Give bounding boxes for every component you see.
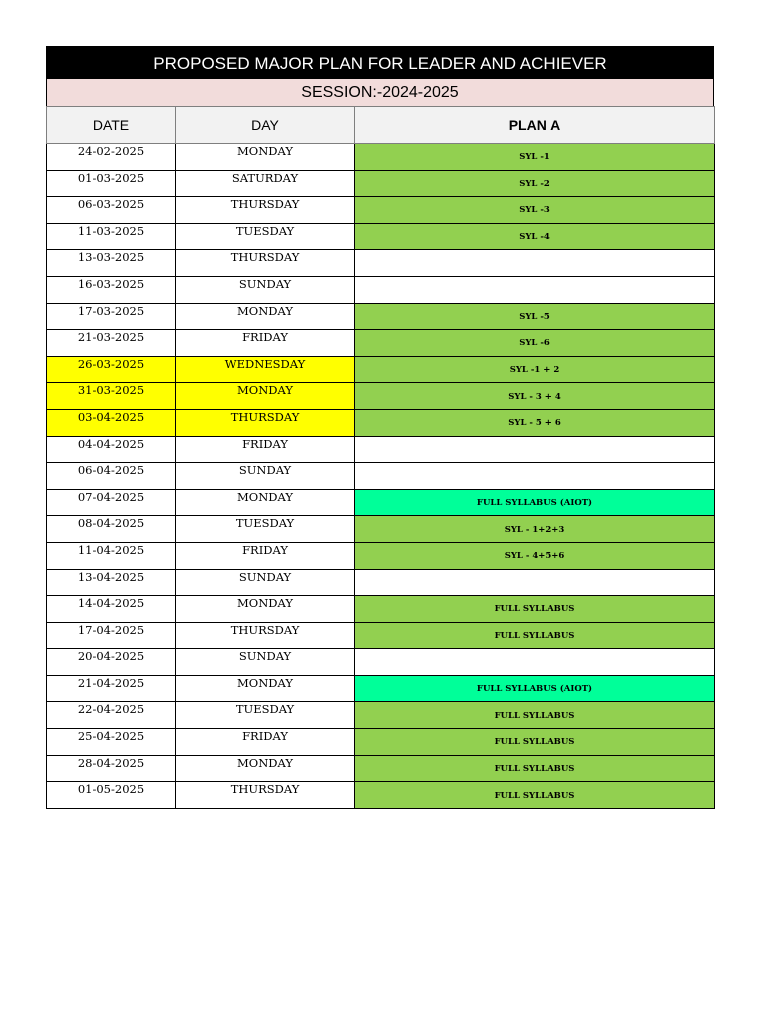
plan-cell: SYL -1 + 2 — [355, 356, 715, 383]
table-row — [47, 170, 715, 197]
date-cell: 13-04-2025 — [47, 569, 176, 596]
table-row — [47, 755, 715, 782]
plan-cell: FULL SYLLABUS — [355, 729, 715, 756]
date-cell: 11-04-2025 — [47, 542, 176, 569]
date-cell: 13-03-2025 — [47, 250, 176, 277]
table-row — [47, 782, 715, 809]
table-row — [47, 596, 715, 623]
day-cell: SUNDAY — [176, 649, 355, 676]
plan-cell: FULL SYLLABUS — [355, 782, 715, 809]
plan-cell — [355, 569, 715, 596]
plan-cell: SYL -6 — [355, 330, 715, 357]
table-row — [47, 356, 715, 383]
day-cell: THURSDAY — [176, 250, 355, 277]
table-row — [47, 436, 715, 463]
table-row — [47, 276, 715, 303]
plan-cell — [355, 463, 715, 490]
date-cell: 20-04-2025 — [47, 649, 176, 676]
day-cell: MONDAY — [176, 383, 355, 410]
table-row — [47, 197, 715, 224]
day-cell: TUESDAY — [176, 702, 355, 729]
plan-cell: SYL -3 — [355, 197, 715, 224]
plan-cell — [355, 649, 715, 676]
day-cell: MONDAY — [176, 303, 355, 330]
day-cell: SUNDAY — [176, 276, 355, 303]
plan-cell: FULL SYLLABUS (AIOT) — [355, 675, 715, 702]
plan-cell — [355, 436, 715, 463]
date-cell: 24-02-2025 — [47, 144, 176, 171]
table-row — [47, 542, 715, 569]
date-cell: 11-03-2025 — [47, 223, 176, 250]
date-cell: 17-04-2025 — [47, 622, 176, 649]
date-cell: 31-03-2025 — [47, 383, 176, 410]
day-cell: MONDAY — [176, 144, 355, 171]
table-row — [47, 675, 715, 702]
date-cell: 04-04-2025 — [47, 436, 176, 463]
day-cell: MONDAY — [176, 755, 355, 782]
plan-cell — [355, 276, 715, 303]
table-row — [47, 223, 715, 250]
table-body — [47, 144, 715, 809]
plan-column-header: PLAN A — [355, 107, 715, 144]
date-cell: 26-03-2025 — [47, 356, 176, 383]
date-cell: 17-03-2025 — [47, 303, 176, 330]
day-cell: THURSDAY — [176, 197, 355, 224]
day-cell: FRIDAY — [176, 330, 355, 357]
table-row — [47, 729, 715, 756]
page-title: PROPOSED MAJOR PLAN FOR LEADER AND ACHIEVER — [46, 46, 714, 79]
day-cell: MONDAY — [176, 489, 355, 516]
table-row — [47, 144, 715, 171]
day-cell: THURSDAY — [176, 409, 355, 436]
day-cell: FRIDAY — [176, 542, 355, 569]
day-cell: THURSDAY — [176, 622, 355, 649]
date-cell: 21-04-2025 — [47, 675, 176, 702]
date-cell: 22-04-2025 — [47, 702, 176, 729]
table-row — [47, 516, 715, 543]
date-cell: 06-04-2025 — [47, 463, 176, 490]
schedule-table — [46, 106, 715, 809]
plan-cell: FULL SYLLABUS — [355, 702, 715, 729]
date-cell: 25-04-2025 — [47, 729, 176, 756]
day-cell: SATURDAY — [176, 170, 355, 197]
table-row — [47, 702, 715, 729]
session-label: SESSION:-2024-2025 — [46, 79, 714, 106]
day-cell: MONDAY — [176, 596, 355, 623]
date-cell: 03-04-2025 — [47, 409, 176, 436]
table-row — [47, 330, 715, 357]
schedule-sheet — [46, 46, 714, 809]
plan-cell: SYL -2 — [355, 170, 715, 197]
plan-cell: FULL SYLLABUS (AIOT) — [355, 489, 715, 516]
table-row — [47, 250, 715, 277]
plan-cell: SYL - 1+2+3 — [355, 516, 715, 543]
date-cell: 28-04-2025 — [47, 755, 176, 782]
day-cell: THURSDAY — [176, 782, 355, 809]
table-row — [47, 569, 715, 596]
date-cell: 08-04-2025 — [47, 516, 176, 543]
date-cell: 01-03-2025 — [47, 170, 176, 197]
table-row — [47, 489, 715, 516]
plan-cell: FULL SYLLABUS — [355, 622, 715, 649]
day-column-header: DAY — [176, 107, 355, 144]
table-row — [47, 649, 715, 676]
date-cell: 16-03-2025 — [47, 276, 176, 303]
day-cell: FRIDAY — [176, 436, 355, 463]
table-row — [47, 383, 715, 410]
day-cell: WEDNESDAY — [176, 356, 355, 383]
plan-cell — [355, 250, 715, 277]
plan-cell: SYL - 5 + 6 — [355, 409, 715, 436]
day-cell: MONDAY — [176, 675, 355, 702]
day-cell: FRIDAY — [176, 729, 355, 756]
date-cell: 21-03-2025 — [47, 330, 176, 357]
day-cell: TUESDAY — [176, 516, 355, 543]
date-cell: 14-04-2025 — [47, 596, 176, 623]
plan-cell: SYL -4 — [355, 223, 715, 250]
table-row — [47, 409, 715, 436]
day-cell: SUNDAY — [176, 463, 355, 490]
table-header-row — [47, 107, 715, 144]
day-cell: TUESDAY — [176, 223, 355, 250]
table-row — [47, 463, 715, 490]
table-row — [47, 622, 715, 649]
plan-cell: SYL - 3 + 4 — [355, 383, 715, 410]
date-cell: 01-05-2025 — [47, 782, 176, 809]
plan-cell: SYL -5 — [355, 303, 715, 330]
date-column-header: DATE — [47, 107, 176, 144]
date-cell: 06-03-2025 — [47, 197, 176, 224]
day-cell: SUNDAY — [176, 569, 355, 596]
date-cell: 07-04-2025 — [47, 489, 176, 516]
table-row — [47, 303, 715, 330]
plan-cell: SYL -1 — [355, 144, 715, 171]
plan-cell: FULL SYLLABUS — [355, 596, 715, 623]
plan-cell: FULL SYLLABUS — [355, 755, 715, 782]
plan-cell: SYL - 4+5+6 — [355, 542, 715, 569]
